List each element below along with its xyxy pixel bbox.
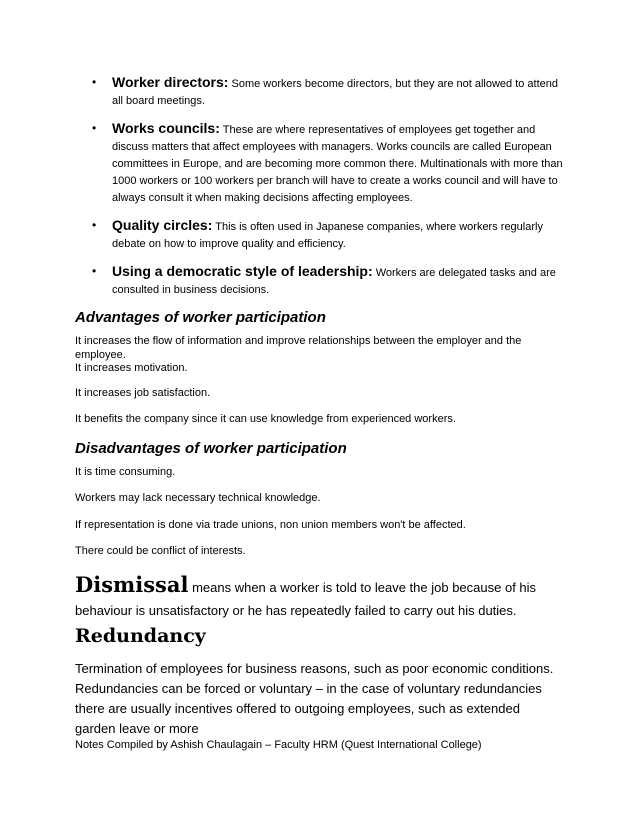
bullet-text: Some workers become directors, but they are not allowed to attend all board meetings. xyxy=(112,78,559,107)
bullet-icon: • xyxy=(92,264,97,278)
disadvantage-item: If representation is done via trade unions, non union members won't be affected. xyxy=(75,519,466,531)
bullet-term: Using a democratic style of leadership: xyxy=(112,263,373,279)
advantage-item: It increases job satisfaction. xyxy=(75,387,211,399)
advantage-item: It benefits the company since it can use knowledge from experienced workers. xyxy=(75,413,456,425)
redundancy-heading: Redundancy xyxy=(75,625,206,647)
dismissal-paragraph xyxy=(75,573,545,622)
bullet-term: Quality circles: xyxy=(112,217,213,233)
disadvantages-heading: Disadvantages of worker participation xyxy=(75,440,347,457)
bullet-icon: • xyxy=(92,75,97,89)
list-item xyxy=(76,120,566,207)
dismissal-text: means when a worker is told to leave the job because of his behaviour is unsatisfactory or he has repeatedly failed to carry out his duties. xyxy=(75,580,537,618)
bullet-text: This is often used in Japanese companies, where workers regularly debate on how to improve quality and efficiency. xyxy=(112,221,543,250)
redundancy-paragraph: Termination of employees for business reasons, such as poor economic conditions. Redundancies can be forced or voluntary – in the case of voluntary redundancies there are usually incentives offered to outgoing employees, such as extended garden leave or more xyxy=(75,661,554,736)
bullet-term: Worker directors: xyxy=(112,74,229,90)
dismissal-term: Dismissal xyxy=(75,572,189,597)
participation-methods-list xyxy=(76,74,566,309)
page-footer: Notes Compiled by Ashish Chaulagain – Faculty HRM (Quest International College) xyxy=(75,739,482,751)
bullet-icon: • xyxy=(92,121,97,135)
bullet-text: Workers are delegated tasks and are consulted in business decisions. xyxy=(112,267,556,296)
advantage-item: It increases the flow of information and improve relationships between the employer and the employee. xyxy=(75,335,522,361)
bullet-text: These are where representatives of employees get together and discuss matters that affect employees with managers. Works councils are called European committees in Europe, and are becoming more common there. Multinationals with more than 1000 workers or 100 workers per branch will have to create a works council and will have to always consult it when making decisions affecting employees. xyxy=(112,124,563,204)
bullet-icon: • xyxy=(92,218,97,232)
bullet-term: Works councils: xyxy=(112,120,220,136)
disadvantage-item: Workers may lack necessary technical knowledge. xyxy=(75,492,321,504)
list-item xyxy=(76,74,566,110)
list-item xyxy=(76,217,566,253)
advantages-heading: Advantages of worker participation xyxy=(75,309,326,326)
advantage-item: It increases motivation. xyxy=(75,362,188,374)
disadvantage-item: There could be conflict of interests. xyxy=(75,545,246,557)
list-item xyxy=(76,263,566,299)
disadvantage-item: It is time consuming. xyxy=(75,466,176,478)
